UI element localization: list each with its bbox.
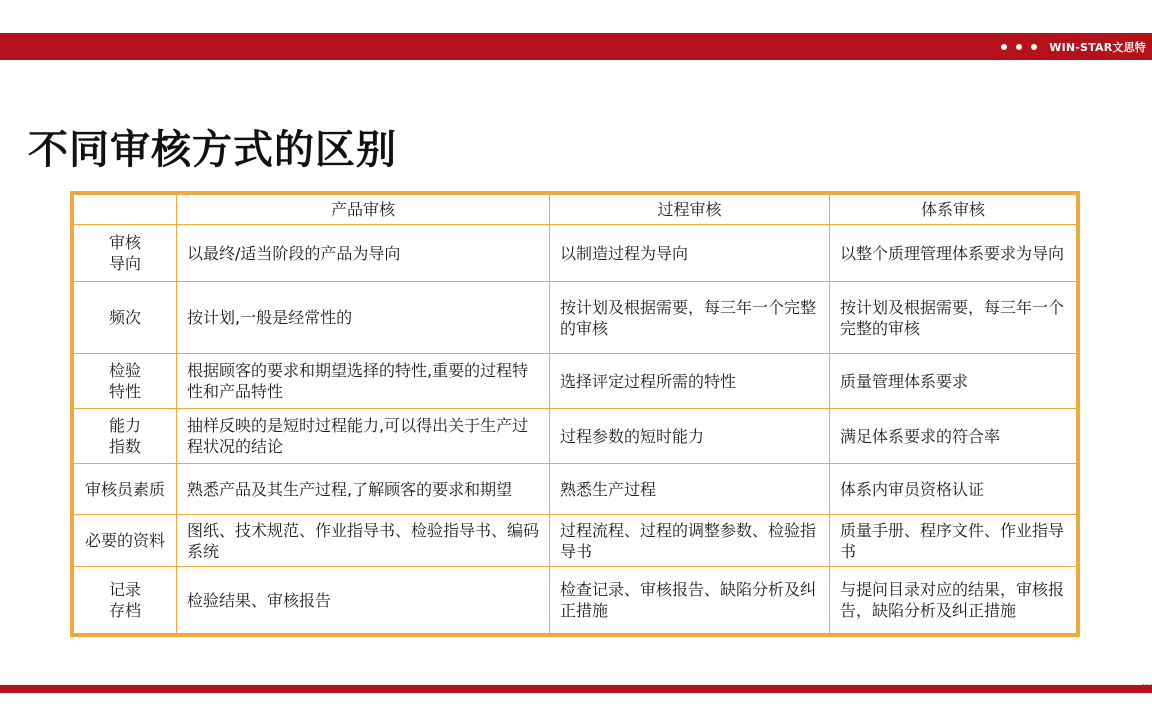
row-label: 审核 导向 bbox=[74, 225, 177, 282]
table-cell: 抽样反映的是短时过程能力,可以得出关于生产过程状况的结论 bbox=[177, 409, 550, 464]
table-cell: 与提问目录对应的结果，审核报告，缺陷分析及纠正措施 bbox=[830, 567, 1077, 634]
row-label: 频次 bbox=[74, 282, 177, 354]
table-cell: 过程流程、过程的调整参数、检验指导书 bbox=[550, 515, 830, 567]
footer-bar bbox=[0, 685, 1152, 693]
table-row bbox=[74, 354, 1077, 409]
table-row bbox=[74, 409, 1077, 464]
table-cell: 质量手册、程序文件、作业指导书 bbox=[830, 515, 1077, 567]
column-header: 过程审核 bbox=[550, 195, 830, 225]
table-cell: 熟悉生产过程 bbox=[550, 464, 830, 515]
comparison-table-frame bbox=[70, 191, 1080, 637]
brand-area bbox=[1001, 33, 1146, 60]
dots-icon bbox=[1001, 44, 1037, 50]
table-cell: 按计划及根据需要，每三年一个完整的审核 bbox=[550, 282, 830, 354]
table-cell: 体系内审员资格认证 bbox=[830, 464, 1077, 515]
table-cell: 以整个质理管理体系要求为导向 bbox=[830, 225, 1077, 282]
comparison-table bbox=[73, 194, 1077, 634]
column-header: 体系审核 bbox=[830, 195, 1077, 225]
table-cell: 按计划及根据需要，每三年一个完整的审核 bbox=[830, 282, 1077, 354]
table-cell: 以最终/适当阶段的产品为导向 bbox=[177, 225, 550, 282]
table-row bbox=[74, 225, 1077, 282]
table-cell: 根据顾客的要求和期望选择的特性,重要的过程特性和产品特性 bbox=[177, 354, 550, 409]
table-cell: 质量管理体系要求 bbox=[830, 354, 1077, 409]
table-header-row bbox=[74, 195, 1077, 225]
row-label: 必要的资料 bbox=[74, 515, 177, 567]
table-row bbox=[74, 282, 1077, 354]
row-label: 记录 存档 bbox=[74, 567, 177, 634]
column-header: 产品审核 bbox=[177, 195, 550, 225]
table-cell: 过程参数的短时能力 bbox=[550, 409, 830, 464]
table-cell: 图纸、技术规范、作业指导书、检验指导书、编码系统 bbox=[177, 515, 550, 567]
brand-name: WIN-STAR文思特 bbox=[1049, 40, 1146, 54]
table-cell: 检验结果、审核报告 bbox=[177, 567, 550, 634]
table-row bbox=[74, 515, 1077, 567]
table-cell: 检查记录、审核报告、缺陷分析及纠正措施 bbox=[550, 567, 830, 634]
table-row bbox=[74, 464, 1077, 515]
footer-brand-mark: W bbox=[1142, 684, 1152, 694]
row-label: 能力 指数 bbox=[74, 409, 177, 464]
table-cell: 选择评定过程所需的特性 bbox=[550, 354, 830, 409]
slide-title: 不同审核方式的区别 bbox=[28, 127, 397, 173]
header-bar bbox=[0, 33, 1152, 60]
row-label: 检验 特性 bbox=[74, 354, 177, 409]
table-cell: 以制造过程为导向 bbox=[550, 225, 830, 282]
table-cell: 满足体系要求的符合率 bbox=[830, 409, 1077, 464]
row-label: 审核员素质 bbox=[74, 464, 177, 515]
table-cell: 按计划,一般是经常性的 bbox=[177, 282, 550, 354]
column-header bbox=[74, 195, 177, 225]
table-row bbox=[74, 567, 1077, 634]
table-cell: 熟悉产品及其生产过程,了解顾客的要求和期望 bbox=[177, 464, 550, 515]
